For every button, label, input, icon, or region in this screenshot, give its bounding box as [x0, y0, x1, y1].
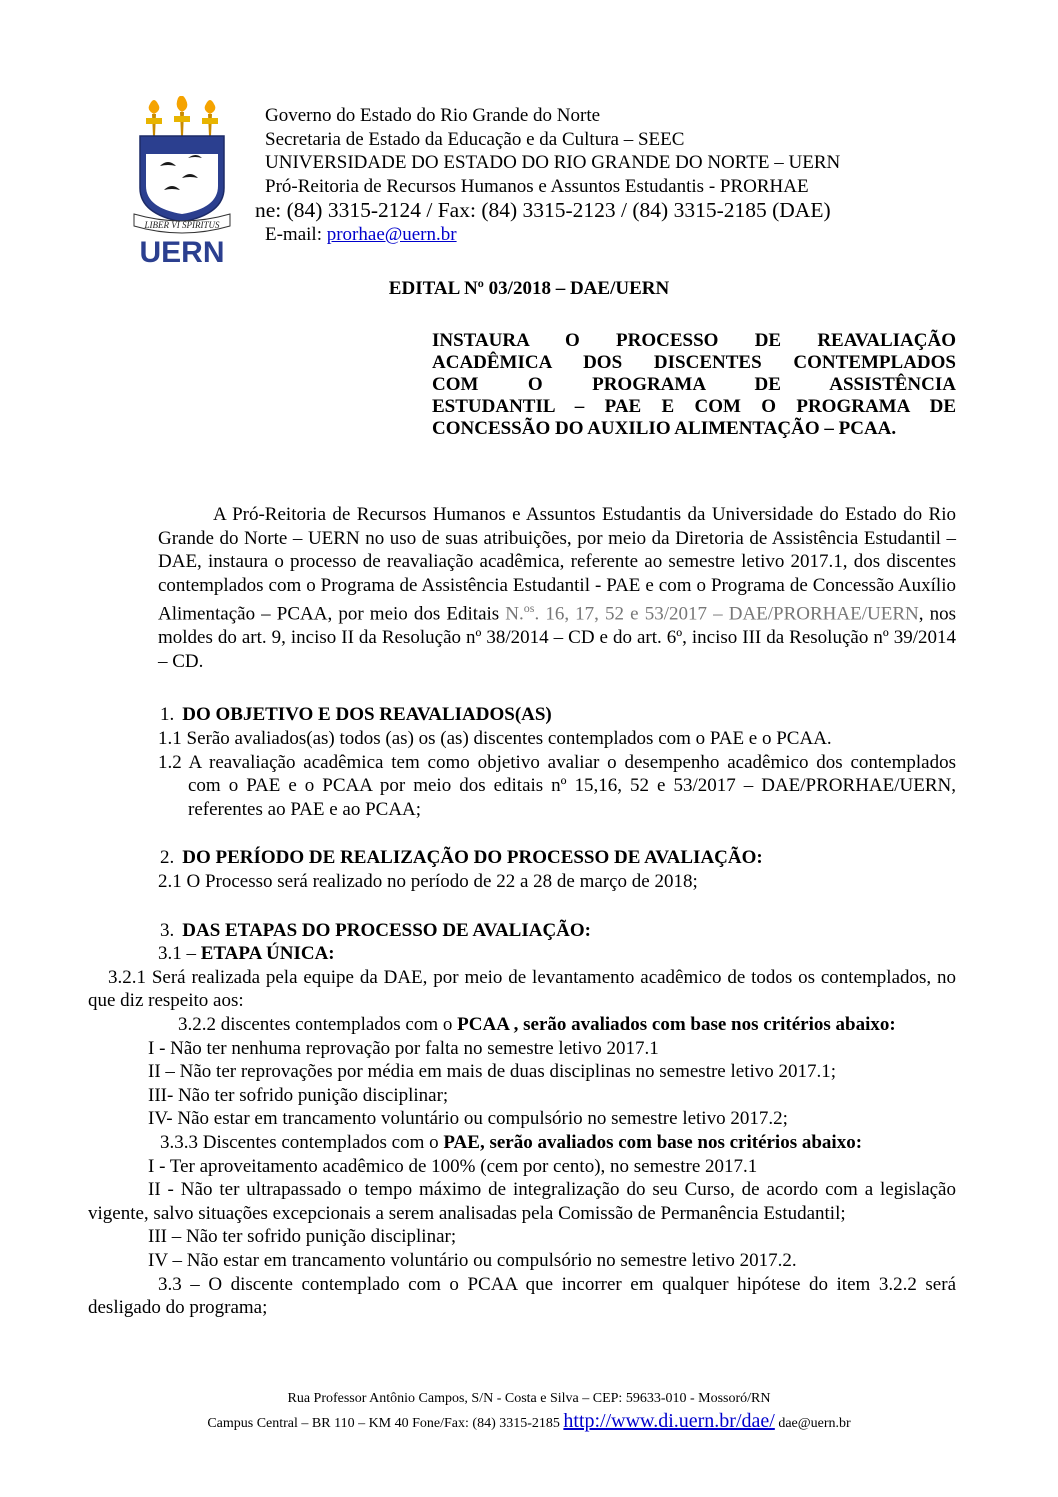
criterion-item: IV – Não estar em trancamento voluntário ou compulsório no semestre letivo 2017.2. [148, 1249, 797, 1271]
section-heading: 1. DO OBJETIVO E DOS REAVALIADOS(AS) [160, 704, 552, 726]
section-heading: 2. DO PERÍODO DE REALIZAÇÃO DO PROCESSO DE AVALIAÇÃO: [160, 847, 763, 869]
criterion-item: III- Não ter sofrido punição disciplinar; [148, 1084, 449, 1106]
header-email-line [265, 223, 840, 247]
paragraph: 3.2.2 discentes contemplados com o PCAA , serão avaliados com base nos critérios abaixo: [178, 1014, 896, 1036]
header-line: Secretaria de Estado da Educação e da Cultura – SEEC [265, 128, 685, 150]
footer-url-link[interactable]: http://www.di.uern.br/dae/ [563, 1410, 775, 1432]
torches-icon [146, 96, 218, 136]
footer-address: Rua Professor Antônio Campos, S/N - Costa e Silva – CEP: 59633-010 - Mossoró/RN [287, 1391, 771, 1406]
paragraph: 3.3 – O discente contemplado com o PCAA que incorrer em qualquer hipótese do item 3.2.2 será desligado do programa; [88, 1273, 956, 1319]
paragraph: 3.3.3 Discentes contemplados com o PAE, serão avaliados com base nos critérios abaixo: [160, 1131, 863, 1153]
criterion-item: III – Não ter sofrido punição disciplinar; [148, 1226, 457, 1248]
document-title: EDITAL Nº 03/2018 – DAE/UERN [388, 278, 670, 299]
logo-motto: LIBER VI SPIRITUS [144, 220, 220, 230]
criterion-item: IV- Não estar em trancamento voluntário ou compulsório no semestre letivo 2017.2; [148, 1108, 788, 1130]
section-heading: 3. DAS ETAPAS DO PROCESSO DE AVALIAÇÃO: [160, 919, 592, 941]
email-link[interactable]: prorhae@uern.br [326, 224, 457, 245]
list-item: 2.1 O Processo será realizado no período de 22 a 28 de março de 2018; [158, 871, 698, 893]
footer-contact: Campus Central – BR 110 – KM 40 Fone/Fax: (84) 3315-2185 http://www.di.uern.br/dae/ dae@uern.br [207, 1410, 851, 1432]
list-item: 1.2 A reavaliação acadêmica tem como objetivo avaliar o desempenho acadêmico dos contemplados com o PAE e o PCAA por meio dos editais nº 15,16, 52 e 53/2017 – DAE/PRORHAE/UERN, referentes ao PAE e ao PCAA; [158, 751, 956, 820]
ementa [432, 330, 956, 440]
criterion-item: II – Não ter reprovações por média em mais de duas disciplinas no semestre letivo 2017.1; [148, 1061, 837, 1083]
ementa-line: INSTAURA O PROCESSO DE REAVALIAÇÃO [432, 330, 956, 351]
ementa-line: ACADÊMICA DOS DISCENTES CONTEMPLADOS [432, 352, 956, 373]
header-phone: ne: (84) 3315-2124 / Fax: (84) 3315-2123 / (84) 3315-2185 (DAE) [255, 198, 831, 222]
criterion-item: I - Não ter nenhuma reprovação por falta no semestre letivo 2017.1 [148, 1037, 659, 1059]
paragraph: 3.2.1 Será realizada pela equipe da DAE, por meio de levantamento acadêmico de todos os contemplados, no que diz respeito aos: [88, 966, 956, 1012]
uern-logo [132, 96, 232, 266]
criterion-item: I - Ter aproveitamento acadêmico de 100% (cem por cento), no semestre 2017.1 [148, 1155, 758, 1177]
header-line: Governo do Estado do Rio Grande do Norte [265, 105, 601, 126]
email-label: E-mail: [265, 224, 327, 245]
letterhead [255, 104, 841, 247]
intro-paragraph: A Pró-Reitoria de Recursos Humanos e Assuntos Estudantis da Universidade do Estado do Rio Grande do Norte – UERN no uso de suas atribuições, por meio da Diretoria de Assistência Estudantil – DAE, instaura o processo de reavaliação acadêmica, referente ao semestre letivo 2017.1, dos discentes contemplados com o Programa de Assistência Estudantil - PAE e com o Programa de Concessão Auxílio Alimentação – PCAA, por meio dos Editais N.$^{os}$. 16, 17, 52 e 53/2017 – DAE/PRORHAE/UERN, nos moldes do art. 9, inciso II da Resolução nº 38/2014 – CD e do art. 6º, inciso III da Resolução nº 39/2014 – CD. [158, 504, 956, 672]
list-item: 1.1 Serão avaliados(as) todos (as) os (as) discentes contemplados com o PAE e o PCAA. [158, 728, 832, 750]
ementa-line: COM O PROGRAMA DE ASSISTÊNCIA [432, 374, 956, 395]
subsection-heading: 3.1 – ETAPA ÚNICA: [158, 943, 335, 965]
criterion-item: II - Não ter ultrapassado o tempo máximo de integralização do seu Curso, de acordo com a legislação vigente, salvo situações excepcionais a serem analisadas pela Comissão de Permanência Estudantil; [88, 1179, 956, 1224]
document-body [88, 503, 956, 1320]
header-line: UNIVERSIDADE DO ESTADO DO RIO GRANDE DO NORTE – UERN [265, 152, 841, 173]
header-line: Pró-Reitoria de Recursos Humanos e Assuntos Estudantis - PRORHAE [265, 175, 809, 197]
logo-name: UERN [139, 236, 225, 266]
ementa-line: CONCESSÃO DO AUXILIO ALIMENTAÇÃO – PCAA. [432, 418, 897, 439]
ementa-line: ESTUDANTIL – PAE E COM O PROGRAMA DE [432, 396, 956, 417]
